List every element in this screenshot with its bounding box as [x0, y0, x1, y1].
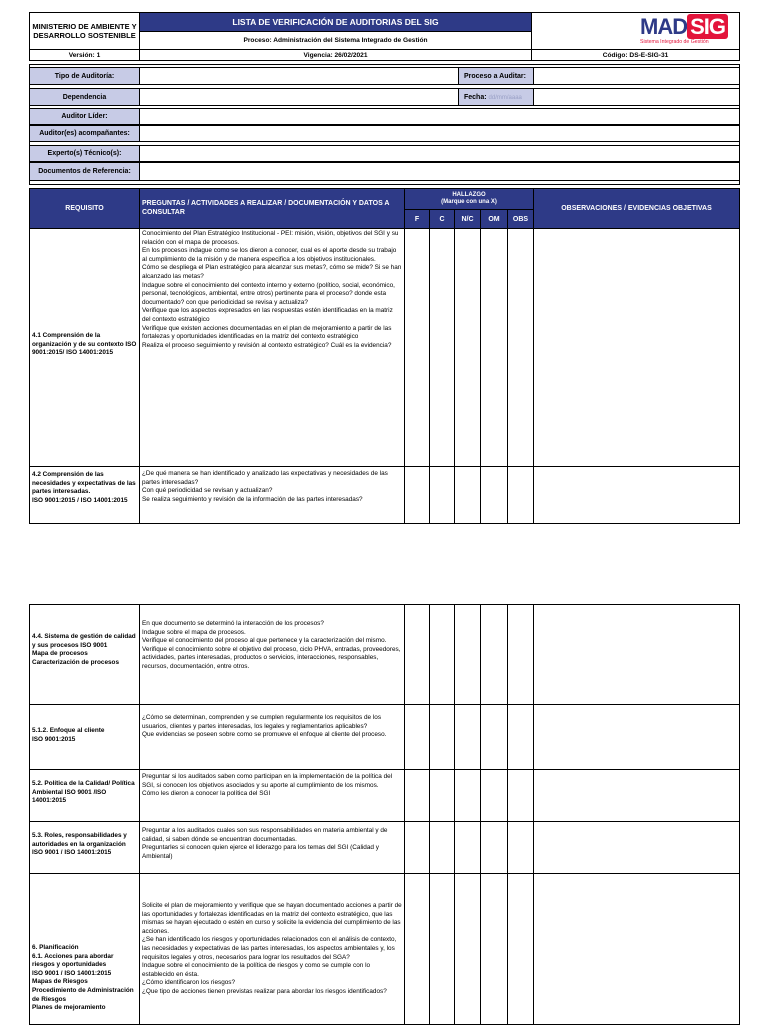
- questions-cell: Conocimiento del Plan Estratégico Institucional - PEI: misión, visión, objetivos del SGI y su relación con el mapa de procesos. En los procesos indague como se los dieron a conocer, cual es el aporte desde su trabajo al cumplimiento de la misión y de manera especifica a los objetivos institucionales. Cómo se despliega el Plan estratégico para alcanzar sus metas?, cómo se mide? Si se han alcanzado las metas? Indague sobre el conocimiento del contexto interno y externo (político, social, económico, personal, tecnológicos, ambiental, entre otros) pertinente para el proceso? donde esta documentado? con que periodicidad se revisa y actualiza? Verifique que los aspectos expresados en las respuestas estén identificadas en la matriz del contexto estratégico Verifique que existen acciones documentadas en el plan de mejoramiento a partir de las fortalezas y oportunidades identificadas en la matriz del contexto estratégico Realiza el proceso seguimiento y revisión al contexto estratégico? Cuál es la evidencia?: [139, 228, 405, 467]
- logo-mad-text: MAD: [640, 14, 688, 39]
- observations-cell[interactable]: [533, 821, 740, 874]
- finding-nc-cell[interactable]: [454, 228, 481, 467]
- finding-obs-cell[interactable]: [507, 228, 534, 467]
- col-nc: N/C: [454, 209, 481, 229]
- questions-cell: Preguntar a los auditados cuales son sus responsabilidades en materia ambiental y de calidad, si saben dónde se encuentran documentadas. Preguntarles si conocen quien ejerce el liderazgo para los temas del SGI (Calidad y Ambiental): [139, 821, 405, 874]
- dependency-field[interactable]: [139, 88, 459, 106]
- requirement-cell: 5.3. Roles, responsabilidades y autoridades en la organización ISO 9001 / ISO 14001:2015: [29, 821, 140, 874]
- process-to-audit-label: Proceso a Auditar:: [458, 67, 534, 85]
- col-observations: OBSERVACIONES / EVIDENCIAS OBJETIVAS: [533, 188, 740, 229]
- finding-c-cell[interactable]: [429, 821, 455, 874]
- col-f: F: [404, 209, 430, 229]
- date-label: [458, 88, 534, 106]
- requirement-cell: 6. Planificación 6.1. Acciones para abordar riesgos y oportunidades ISO 9001 / ISO 14001:2015 Mapas de Riesgos Procedimiento de Administración de Riesgos Planes de mejoramiento: [29, 873, 140, 1025]
- logo-subtitle: Sistema Integrado de Gestión: [640, 39, 709, 45]
- finding-c-cell[interactable]: [429, 604, 455, 705]
- finding-obs-cell[interactable]: [507, 466, 534, 524]
- questions-cell: Preguntar si los auditados saben como participan en la implementación de la política del SGI, si conocen los objetivos asociados y su aporte al cumplimiento de los mismos. Cómo les dieron a conocer la política del SGI: [139, 769, 405, 822]
- finding-obs-cell[interactable]: [507, 604, 534, 705]
- observations-cell[interactable]: [533, 873, 740, 1025]
- finding-f-cell[interactable]: [404, 821, 430, 874]
- finding-om-cell[interactable]: [480, 704, 508, 770]
- madsig-logo: [640, 14, 728, 40]
- col-obs: OBS: [507, 209, 534, 229]
- finding-nc-cell[interactable]: [454, 704, 481, 770]
- finding-c-cell[interactable]: [429, 873, 455, 1025]
- col-c: C: [429, 209, 455, 229]
- finding-om-cell[interactable]: [480, 228, 508, 467]
- finding-om-cell[interactable]: [480, 873, 508, 1025]
- lead-auditor-field[interactable]: [139, 108, 740, 125]
- version-label: Versión: 1: [29, 49, 140, 61]
- questions-cell: Solicite el plan de mejoramiento y verifique que se hayan documentado acciones a partir de las oportunidades y fortalezas identificadas en la matriz del contexto estratégico, que las mismas se hayan ejecutado o estén en curso y solicite la evidencia del cumplimiento de las acciones. ¿Se han identificado los riesgos y oportunidades relacionados con el análisis de contexto, las necesidades y expectativas de las partes interesadas, los aspectos ambientales y, los requisitos legales y otros, necesarios para lograr los resultados del SGA? Indague sobre el conocimiento de la política de riesgos y como se cumple con lo establecido en ésta. ¿Cómo identificaron los riesgos? ¿Que tipo de acciones tienen previstas realizar para abordar los riesgos identificados?: [139, 873, 405, 1025]
- finding-f-cell[interactable]: [404, 228, 430, 467]
- date-label-text: Fecha:: [464, 94, 487, 101]
- finding-obs-cell[interactable]: [507, 821, 534, 874]
- finding-f-cell[interactable]: [404, 704, 430, 770]
- finding-f-cell[interactable]: [404, 873, 430, 1025]
- col-om: OM: [480, 209, 508, 229]
- reference-documents-field[interactable]: [139, 162, 740, 181]
- date-field[interactable]: [533, 88, 740, 106]
- dependency-label: Dependencia: [29, 88, 140, 106]
- observations-cell[interactable]: [533, 466, 740, 524]
- finding-nc-cell[interactable]: [454, 604, 481, 705]
- document-title: LISTA DE VERIFICACIÓN DE AUDITORIAS DEL SIG: [139, 12, 532, 32]
- observations-cell[interactable]: [533, 704, 740, 770]
- process-to-audit-field[interactable]: [533, 67, 740, 85]
- audit-type-field[interactable]: [139, 67, 459, 85]
- finding-nc-cell[interactable]: [454, 769, 481, 822]
- finding-c-cell[interactable]: [429, 704, 455, 770]
- questions-cell: En que documento se determinó la interacción de los procesos? Indague sobre el mapa de procesos. Verifique el conocimiento del proceso al que pertenece y la caracterización del mismo. Verifique el conocimiento sobre el objetivo del proceso, ciclo PHVA, entradas, proveedores, actividades, partes interesadas, productos o servicios, interacciones, responsables, recursos, documentación, entre otros.: [139, 604, 405, 705]
- accompanying-auditors-field[interactable]: [139, 125, 740, 142]
- questions-cell: ¿Cómo se determinan, comprenden y se cumplen regularmente los requisitos de los usuarios, clientes y partes interesadas, los legales y reglamentarios aplicables? Que evidencias se poseen sobre como se promueve el enfoque al cliente del proceso.: [139, 704, 405, 770]
- finding-nc-cell[interactable]: [454, 466, 481, 524]
- finding-om-cell[interactable]: [480, 604, 508, 705]
- observations-cell[interactable]: [533, 769, 740, 822]
- logo-sig-text: SIG: [687, 14, 728, 39]
- requirement-cell: 5.1.2. Enfoque al cliente ISO 9001:2015: [29, 704, 140, 770]
- finding-note: (Marque con una X): [441, 199, 497, 205]
- technical-expert-field[interactable]: [139, 145, 740, 162]
- requirement-cell: 4.1 Comprensión de la organización y de su contexto ISO 9001:2015/ ISO 14001:2015: [29, 228, 140, 467]
- date-placeholder[interactable]: dd/mm/aaaa: [488, 95, 522, 101]
- lead-auditor-label: Auditor Líder:: [29, 108, 140, 125]
- technical-expert-label: Experto(s) Técnico(s):: [29, 145, 140, 162]
- col-questions: PREGUNTAS / ACTIVIDADES A REALIZAR / DOCUMENTACIÓN Y DATOS A CONSULTAR: [139, 188, 405, 229]
- reference-documents-label: Documentos de Referencia:: [29, 162, 140, 181]
- col-requirement: REQUISITO: [29, 188, 140, 229]
- finding-obs-cell[interactable]: [507, 873, 534, 1025]
- requirement-cell: 5.2. Política de la Calidad/ Política Ambiental ISO 9001 /ISO 14001:2015: [29, 769, 140, 822]
- accompanying-auditors-label: Auditor(es) acompañantes:: [29, 125, 140, 142]
- finding-nc-cell[interactable]: [454, 821, 481, 874]
- finding-f-cell[interactable]: [404, 466, 430, 524]
- finding-c-cell[interactable]: [429, 769, 455, 822]
- finding-om-cell[interactable]: [480, 769, 508, 822]
- finding-obs-cell[interactable]: [507, 769, 534, 822]
- code-label: Código: DS-E-SIG-31: [531, 49, 740, 61]
- process-line: Proceso: Administración del Sistema Integrado de Gestión: [139, 31, 532, 50]
- finding-title: HALLAZGO: [452, 191, 486, 198]
- observations-cell[interactable]: [533, 228, 740, 467]
- validity-label: Vigencia: 26/02/2021: [139, 49, 532, 61]
- finding-f-cell[interactable]: [404, 769, 430, 822]
- finding-c-cell[interactable]: [429, 466, 455, 524]
- finding-obs-cell[interactable]: [507, 704, 534, 770]
- finding-c-cell[interactable]: [429, 228, 455, 467]
- logo-box: [531, 12, 740, 50]
- finding-om-cell[interactable]: [480, 821, 508, 874]
- audit-type-label: Tipo de Auditoría:: [29, 67, 140, 85]
- col-finding: [404, 188, 534, 210]
- observations-cell[interactable]: [533, 604, 740, 705]
- finding-om-cell[interactable]: [480, 466, 508, 524]
- ministry-name: MINISTERIO DE AMBIENTE Y DESARROLLO SOSTENIBLE: [29, 12, 140, 50]
- questions-cell: ¿De qué manera se han identificado y analizado las expectativas y necesidades de las partes interesadas? Con qué periodicidad se revisan y actualizan? Se realiza seguimiento y revisión de la información de las partes interesadas?: [139, 466, 405, 524]
- requirement-cell: 4.2 Comprensión de las necesidades y expectativas de las partes interesadas. ISO 9001:2015 / ISO 14001:2015: [29, 466, 140, 524]
- finding-f-cell[interactable]: [404, 604, 430, 705]
- requirement-cell: 4.4. Sistema de gestión de calidad y sus procesos ISO 9001 Mapa de procesos Caracterización de procesos: [29, 604, 140, 705]
- finding-nc-cell[interactable]: [454, 873, 481, 1025]
